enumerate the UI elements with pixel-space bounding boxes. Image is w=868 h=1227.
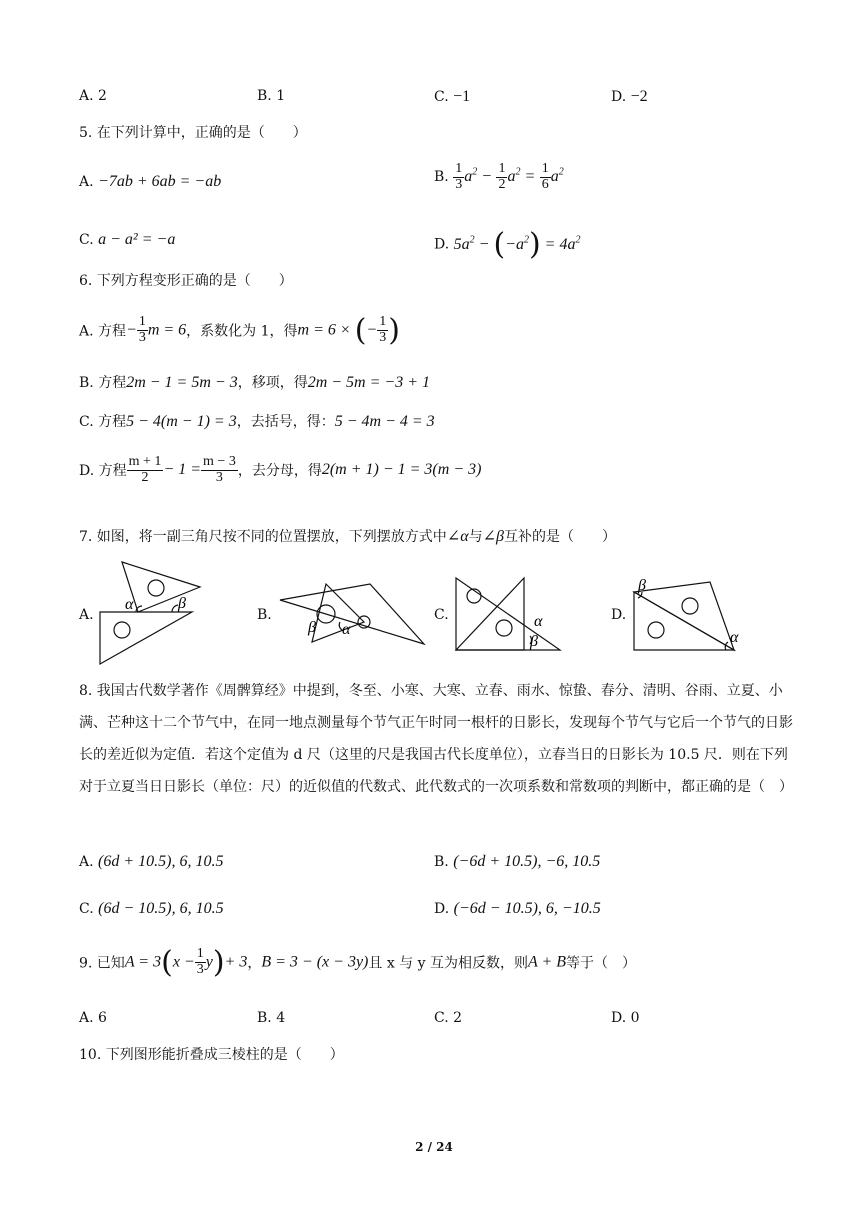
q6-option-d: D. 方程 $\frac{m + 1}{2}$ − 1 = $\frac{m - 3}{3}$ ，去分母，得2(m + 1) − 1 = 3(m − 3) — [79, 454, 482, 485]
alpha-label: α — [534, 613, 543, 630]
q7-figure-b-label: B. — [257, 607, 272, 623]
q9-option-a: A. 6 — [79, 1010, 107, 1026]
q8-stem: 8. 我国古代数学著作《周髀算经》中提到，冬至、小寒、大寒、立春、雨水、惊蛰、春分、清明、谷雨、立夏、小满、芒种这十二个节气中，在同一地点测量每个节气正午时同一根杆的日影长，发现每个节气与它后一个节气的日影长的差近似为定值．若这个定值为 d 尺（这里的尺是我国古代长度单位），立春当日的日影长为 10.5 尺．则在下列对于立夏当日日影长（单位：尺）的近似值的代数式、此代数式的一次项系数和常数项的判断中，都正确的是（ ） — [79, 683, 793, 795]
q4-option-a: A. 2 — [79, 88, 107, 104]
q7-figure-b — [278, 580, 433, 650]
q4-option-d: D. −2 — [611, 88, 648, 105]
q6-option-a: A. 方程− $\frac{1}{3}$ m = 6，系数化为 1，得m = 6 × (− $\frac{1}{3}$ ) — [79, 313, 400, 348]
q4-option-c: C. −1 — [434, 88, 471, 105]
q7-figure-d-label: D. — [611, 607, 627, 623]
q7-figure-a — [96, 560, 206, 670]
beta-label: β — [638, 577, 646, 594]
q9-option-b: B. 4 — [257, 1010, 286, 1026]
q6-option-b: B. 方程2m − 1 = 5m − 3，移项，得2m − 5m = −3 + 1 — [79, 374, 430, 391]
alpha-label: α — [125, 596, 134, 613]
q7-figure-c-label: C. — [434, 607, 449, 623]
q9-option-c: C. 2 — [434, 1010, 463, 1026]
beta-label: β — [530, 633, 538, 650]
q8-option-c: C. (6d − 10.5), 6, 10.5 — [79, 900, 224, 917]
q6-stem: 6. 下列方程变形正确的是（ ） — [79, 273, 293, 289]
q5-option-a: A. −7ab + 6ab = −ab — [79, 173, 222, 190]
q4-option-b: B. 1 — [257, 88, 286, 104]
q6-option-c: C. 方程5 − 4(m − 1) = 3，去括号，得：5 − 4m − 4 = 3 — [79, 413, 435, 430]
beta-label: β — [308, 619, 316, 636]
alpha-label: α — [342, 621, 351, 638]
q5-option-c: C. a − a² = −a — [79, 231, 176, 248]
q8-option-b: B. (−6d + 10.5), −6, 10.5 — [434, 853, 601, 870]
q7-stem: 7. 如图，将一副三角尺按不同的位置摆放，下列摆放方式中∠α与∠β互补的是（ ） — [79, 528, 616, 545]
q7-figure-a-label: A. — [79, 607, 94, 623]
page-number: 2 / 24 — [415, 1140, 453, 1154]
q9-option-d: D. 0 — [611, 1010, 640, 1026]
q5-stem: 5. 在下列计算中，正确的是（ ） — [79, 125, 307, 141]
beta-label: β — [178, 595, 186, 612]
q9-stem: 9. 已知A = 3(x − $\frac{1}{3}$ y)+ 3，B = 3 − (x − 3y)且 x 与 y 互为相反数，则A + B等于（ ） — [79, 945, 637, 980]
q10-stem: 10. 下列图形能折叠成三棱柱的是（ ） — [79, 1047, 344, 1063]
q5-option-b: B. $\frac{1}{3}$ $a^2$ − $\frac{1}{2}$ $a^2$ = $\frac{1}{6}$ $a^2$ — [434, 161, 564, 192]
alpha-label: α — [730, 629, 739, 646]
q5-option-d: D. $5a^2 - (-a^2) = 4a^2$ — [434, 227, 581, 262]
q8-option-d: D. (−6d − 10.5), 6, −10.5 — [434, 900, 601, 917]
q8-option-a: A. (6d + 10.5), 6, 10.5 — [79, 853, 224, 870]
q7-figure-d — [630, 578, 745, 653]
q7-figure-c — [454, 576, 564, 656]
